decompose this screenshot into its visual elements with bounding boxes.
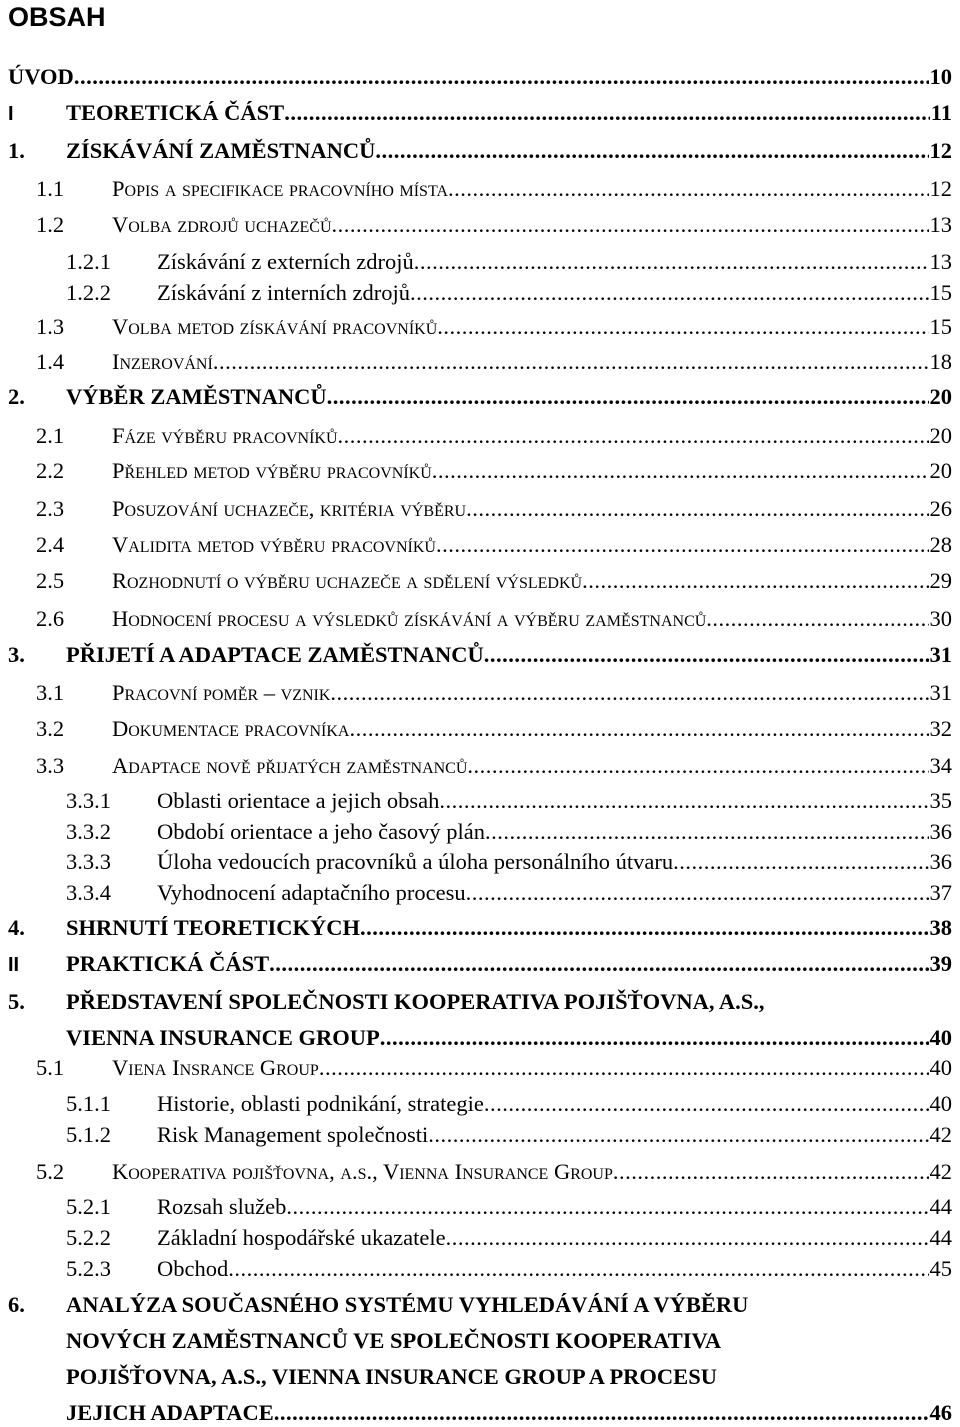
toc-entry-line[interactable] [66,848,952,876]
toc-entry-line[interactable] [36,567,952,595]
toc-entry-number: 4. [8,915,25,940]
toc-dot-leader [74,63,929,91]
toc-entry-line[interactable] [66,279,952,307]
toc-entry-number: 3.3.1 [66,788,111,813]
toc-dot-leader [673,848,928,876]
toc-entry-line[interactable] [8,950,952,978]
toc-entry-number: 5.1.1 [66,1091,111,1116]
toc-entry-line[interactable] [8,99,952,127]
toc-entry-title: Viena Insrance Group [112,1055,319,1080]
toc-dot-leader [327,383,929,411]
toc-entry-line[interactable] [36,495,952,523]
toc-entry-number: 1.1 [36,176,65,201]
toc-entry-line[interactable] [36,457,952,485]
toc-dot-leader [269,950,928,978]
toc-entry-line[interactable] [8,914,952,942]
toc-entry-number: 2.1 [36,423,65,448]
toc-page-number: 13 [929,212,952,237]
toc-entry-number: 2. [8,384,25,409]
toc-entry-number: 5.2.1 [66,1194,111,1219]
toc-entry-number: 5.2.2 [66,1225,111,1250]
toc-entry-line[interactable] [66,1399,952,1427]
toc-entry-number: 2.3 [36,496,65,521]
toc-entry-line[interactable] [36,605,952,633]
toc-page-number: 31 [929,680,952,705]
toc-entry-number: 5.1.2 [66,1122,111,1147]
toc-entry-title: Obchod [157,1256,229,1281]
toc-entry-line[interactable] [36,422,952,450]
toc-entry-title: ANALÝZA SOUČASNÉHO SYSTÉMU VYHLEDÁVÁNÍ A VÝBĚRU [66,1292,749,1317]
toc-entry-line[interactable] [36,348,952,376]
toc-dot-leader [446,1224,929,1252]
toc-entry-number: 3.3.3 [66,849,111,874]
toc-entry-line[interactable] [66,1193,952,1221]
toc-entry-title: Úloha vedoucích pracovníků a úloha personálního útvaru [157,849,674,874]
toc-entry-line[interactable] [8,988,952,1016]
toc-page-number: 30 [929,606,952,631]
toc-entry-number: ÚVOD [8,64,74,89]
toc-entry-title: PRAKTICKÁ ČÁST [66,951,270,976]
toc-entry-number: 1.4 [36,349,65,374]
toc-entry-title: Rozhodnutí o výběru uchazeče a sdělení výsledků [112,568,583,593]
toc-page-number: 12 [929,176,952,201]
toc-entry-title: Fáze výběru pracovníků [112,423,338,448]
toc-entry-title: Popis a specifikace pracovního místa [112,176,448,201]
toc-entry-line[interactable] [36,1158,952,1186]
toc-entry-title: TEORETICKÁ ČÁST [66,100,285,125]
toc-entry-number: 1.2.1 [66,249,111,274]
toc-entry-line[interactable] [66,1327,952,1355]
toc-entry-title: Volba metod získávání pracovníků [112,314,438,339]
toc-entry-number: II [8,954,20,976]
toc-entry-number: 3.3 [36,753,65,778]
toc-entry-line[interactable] [36,313,952,341]
toc-entry-title: Inzerování [112,349,213,374]
toc-dot-leader [467,752,928,780]
toc-dot-leader [466,879,929,907]
toc-entry-line[interactable] [66,1090,952,1118]
toc-page-number: 15 [929,314,952,339]
toc-entry-line[interactable] [66,1224,952,1252]
toc-dot-leader [432,457,929,485]
toc-dot-leader [360,914,928,942]
toc-entry-line[interactable] [8,1291,952,1319]
toc-entry-line[interactable] [36,679,952,707]
toc-entry-title: POJIŠŤOVNA, A.S., VIENNA INSURANCE GROUP A PROCESU [66,1364,717,1389]
toc-dot-leader [466,495,928,523]
toc-page-number: 37 [929,880,952,905]
toc-entry-number: 6. [8,1292,25,1317]
toc-dot-leader [485,818,928,846]
toc-page-number: 40 [929,1025,952,1050]
toc-entry-title: Dokumentace pracovníka [112,716,350,741]
toc-page-number: 42 [929,1159,952,1184]
toc-dot-leader [319,1054,929,1082]
toc-entry-title: Oblasti orientace a jejich obsah [157,788,440,813]
toc-page-number: 34 [929,753,952,778]
toc-entry-line[interactable] [66,1024,952,1052]
toc-entry-title: VÝBĚR ZAMĚSTNANCŮ [66,384,327,409]
toc-entry-number: 1.2.2 [66,280,111,305]
toc-entry-line[interactable] [66,1363,952,1391]
toc-page-number: 45 [929,1256,952,1281]
toc-dot-leader [330,679,928,707]
toc-entry-title: Historie, oblasti podnikání, strategie [157,1091,484,1116]
toc-page-number: 38 [929,915,952,940]
toc-entry-line[interactable] [66,787,952,815]
toc-entry-number: 2.5 [36,568,65,593]
toc-page-number: 36 [929,819,952,844]
toc-entry-line[interactable] [36,715,952,743]
toc-page-number: 39 [929,951,952,976]
toc-page-number: 46 [929,1400,952,1425]
toc-entry-title: Adaptace nově přijatých zaměstnanců [112,753,468,778]
toc-entry-title: ZÍSKÁVÁNÍ ZAMĚSTNANCŮ [66,138,376,163]
toc-entry-number: 2.6 [36,606,65,631]
toc-dot-leader [375,137,928,165]
toc-entry-line[interactable] [8,63,952,91]
toc-dot-leader [410,279,928,307]
toc-page-number: 15 [929,280,952,305]
toc-entry-line[interactable] [66,248,952,276]
toc-entry-number: 5. [8,989,25,1014]
toc-entry-line[interactable] [36,752,952,780]
toc-entry-title: Získávání z interních zdrojů [157,280,411,305]
toc-entry-title: Volba zdrojů uchazečů [112,212,332,237]
toc-entry-title: Vyhodnocení adaptačního procesu [157,880,466,905]
toc-page-number: 29 [929,568,952,593]
toc-entry-line[interactable] [36,531,952,559]
toc-entry-number: 3. [8,642,25,667]
toc-entry-title: Období orientace a jeho časový plán [157,819,486,844]
toc-dot-leader [274,1399,929,1427]
toc-entry-number: 1. [8,138,25,163]
toc-dot-leader [582,567,928,595]
toc-entry-number: 2.4 [36,532,65,557]
toc-entry-number: 1.3 [36,314,65,339]
toc-entry-number: 1.2 [36,212,65,237]
toc-entry-line[interactable] [36,1054,952,1082]
toc-dot-leader [613,1158,929,1186]
toc-entry-number: 5.2 [36,1159,65,1184]
toc-dot-leader [437,313,928,341]
toc-dot-leader [414,248,929,276]
toc-page-number: 11 [930,100,952,125]
toc-entry-number: 3.1 [36,680,65,705]
toc-dot-leader [213,348,929,376]
toc-page-number: 20 [929,423,952,448]
toc-entry-title: JEJICH ADAPTACE [66,1400,274,1425]
toc-entry-line[interactable] [36,175,952,203]
toc-page-number: 18 [929,349,952,374]
toc-dot-leader [706,605,928,633]
toc-entry-title: SHRNUTÍ TEORETICKÝCH [66,915,361,940]
toc-page-number: 42 [929,1122,952,1147]
toc-entry-line[interactable] [66,1121,952,1149]
toc-entry-number: I [8,103,14,125]
toc-entry-title: Získávání z externích zdrojů [157,249,414,274]
toc-dot-leader [436,531,929,559]
toc-entry-title: PŘEDSTAVENÍ SPOLEČNOSTI KOOPERATIVA POJIŠŤOVNA, A.S., [66,989,765,1014]
toc-page-number: 12 [929,138,952,163]
page-title: OBSAH [8,2,106,32]
toc-dot-leader [338,422,929,450]
toc-dot-leader [284,99,930,127]
toc-entry-title: Kooperativa pojišťovna, a.s., Vienna Insurance Group [112,1159,613,1184]
toc-page-number: 44 [929,1225,952,1250]
toc-dot-leader [439,787,928,815]
toc-dot-leader [349,715,928,743]
toc-page-number: 32 [929,716,952,741]
toc-page-number: 13 [929,249,952,274]
toc-entry-line[interactable] [8,383,952,411]
toc-page-number: 40 [929,1091,952,1116]
toc-entry-number: 5.2.3 [66,1256,111,1281]
toc-entry-title: Základní hospodářské ukazatele [157,1225,446,1250]
toc-dot-leader [286,1193,928,1221]
toc-page-number: 10 [929,64,952,89]
toc-entry-title: Pracovní poměr – vznik [112,680,331,705]
toc-entry-line[interactable] [8,641,952,669]
toc-entry-line[interactable] [66,1255,952,1283]
toc-entry-title: VIENNA INSURANCE GROUP [66,1025,380,1050]
toc-dot-leader [332,211,929,239]
toc-dot-leader [448,175,929,203]
toc-page-number: 40 [929,1055,952,1080]
toc-page-number: 44 [929,1194,952,1219]
toc-entry-line[interactable] [36,211,952,239]
toc-page-number: 31 [929,642,952,667]
toc-entry-line[interactable] [8,137,952,165]
toc-page-number: 26 [929,496,952,521]
toc-entry-title: PŘIJETÍ A ADAPTACE ZAMĚSTNANCŮ [66,642,484,667]
toc-page-number: 28 [929,532,952,557]
toc-entry-title: NOVÝCH ZAMĚSTNANCŮ VE SPOLEČNOSTI KOOPERATIVA [66,1328,722,1353]
toc-entry-title: Rozsah služeb [157,1194,287,1219]
toc-dot-leader [228,1255,928,1283]
toc-entry-number: 3.2 [36,716,65,741]
toc-entry-title: Posuzování uchazeče, kritéria výběru [112,496,467,521]
toc-page-number: 36 [929,849,952,874]
toc-page-number: 20 [929,384,952,409]
toc-entry-title: Hodnocení procesu a výsledků získávání a výběru zaměstnanců [112,606,707,631]
toc-entry-number: 3.3.4 [66,880,111,905]
toc-entry-title: Přehled metod výběru pracovníků [112,458,432,483]
toc-entry-number: 2.2 [36,458,65,483]
toc-entry-number: 5.1 [36,1055,65,1080]
toc-entry-line[interactable] [66,879,952,907]
toc-entry-title: Risk Management společnosti [157,1122,429,1147]
toc-page-number: 20 [929,458,952,483]
toc-dot-leader [380,1024,929,1052]
toc-dot-leader [428,1121,928,1149]
toc-entry-title: Validita metod výběru pracovníků [112,532,436,557]
toc-entry-number: 3.3.2 [66,819,111,844]
toc-entry-line[interactable] [66,818,952,846]
toc-dot-leader [484,1090,929,1118]
toc-page-number: 35 [929,788,952,813]
toc-dot-leader [484,641,929,669]
